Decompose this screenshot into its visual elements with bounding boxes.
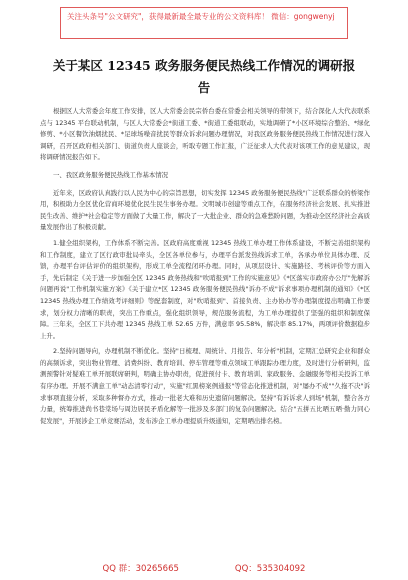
qq-number: 535304092 [256, 564, 306, 574]
qq-group-number: 30265665 [135, 564, 179, 574]
qq-group-contact [103, 562, 179, 576]
qq-label: QQ： [234, 564, 257, 574]
section-1-heading: 一、我区政务服务便民热线工作基本情况 [53, 170, 169, 179]
document-title [36, 55, 372, 99]
point-2-paragraph: 2.坚持问题导向，办理机制不断优化。坚持"日梳理、周统计、月报告、年分析"机制，定期汇总研究企业和群众的高频诉求，突出物业管理、消费纠纷、教育培训、停车管理等重点领域工单跟踪办理力度，及时进行分析研判，监测预警针对疑难工单开展联席研判，明确主协办职责，促进预付卡、教育培训、家政服务、金融服务等相关投诉工单有序办理。开展不满意工单"动态清零行动"，实施"红黑榜案例通报"等常态化推进机制，对"屡办不成""久拖不决"诉求事项直接分析，采取多种督办方式，推动一批老大难和历史遗留问题解决。坚持"有诉诉求人到场"机制，整合各方力量，统筹推进尚书巷棠场与周边居民矛盾化解等一批涉及多部门的复杂问题解决。结合"五拼五比晒五晒·勤力同心促发展"，开展涉企工单竞赛活动，发布涉企工单办理提质升级通知，定期晒出排名榜。 [40, 347, 370, 425]
intro-paragraph: 根据区人大常委会年度工作安排，区人大常委会民宗侨台委在常委会相关领导的带领下，结合深化人大代表联系点与 12345 平台联动机制，与区人大常委会*街道工委、*街道工委组联动，实地调研了*小区环境综合整治、*绿化修剪、*小区餐饮油烟扰民、*足球场噪音扰民等群众诉求问题办理情况，对我区政务服务便民热线工作情况进行深入调研，召开区政府相关部门、街道负责人座谈会，听取专题工作汇报，广泛征求人大代表对该项工作的意见建议，现将调研情况报告如下。 [40, 107, 370, 162]
banner-text: 关注头条号"公文研究"，获得最新最全最专业的公文资料库！ 微信：gongwenyj [67, 12, 335, 21]
document-body [40, 106, 370, 431]
title-line-1: 关于某区 12345 政务服务便民热线工作情况的调研报 [52, 58, 356, 73]
contact-footer [0, 562, 408, 576]
qq-contact [235, 562, 306, 576]
promo-banner [60, 7, 348, 39]
section-1-paragraph: 近年来，区政府认真践行以人民为中心的宗旨思想，切实发挥 12345 政务服务便民热线"广泛联系群众的桥梁作用，积极助力全区优化营商环境优化民生民生事务办理。文明城市创建等重点工作，在服务经济社会发展、扎实推进民生改善、维护*社会稳定等方面做了大量工作，解决了一大批企业、群众的急难愁盼问题，为推动全区经济社会高质量发展作出了积极贡献。 [40, 188, 370, 232]
title-line-2: 告 [197, 80, 211, 95]
point-1-paragraph: 1.健全组织架构，工作体系不断完善。区政府高度重视 12345 热线工单办理工作体系建设，不断完善组织架构和工作制度，建立了区行政审批局牵头，全区各单位参与，办理平台派发热线诉求工单，各承办单位具体办理、反馈，办理平台评估评价的组织架构，形成工单全流程闭环办理。同时，从项层设计、实施路径、考核评价等方面入手，先后制定《关于进一步加强全区 12345 政务热线和"吹哨报到"工作的实施意见》《*区落实市政府办公厅"先解诉问题再说"工作机制实施方案》《关于建立*区 12345 政务服务便民热线"诉办不成"诉求事项办理机制的通知》《*区 12345 热线办理工作绩效考评细则》等配套制度，对"吹哨报到"、首接负责、主办协办等办理制度提出明确工作要求，划分权力清晰的职责，突出工作重点，强化组织领导，规范服务流程，为工单办理提供了坚强的组织和制度保障。三年来，全区工下共办理 12345 热线工单 52.65 万件，满意率 95.58%，解决率 85.17%，两项评价数据稳步上升。 [40, 238, 370, 340]
qq-group-label: QQ 群： [102, 564, 136, 574]
